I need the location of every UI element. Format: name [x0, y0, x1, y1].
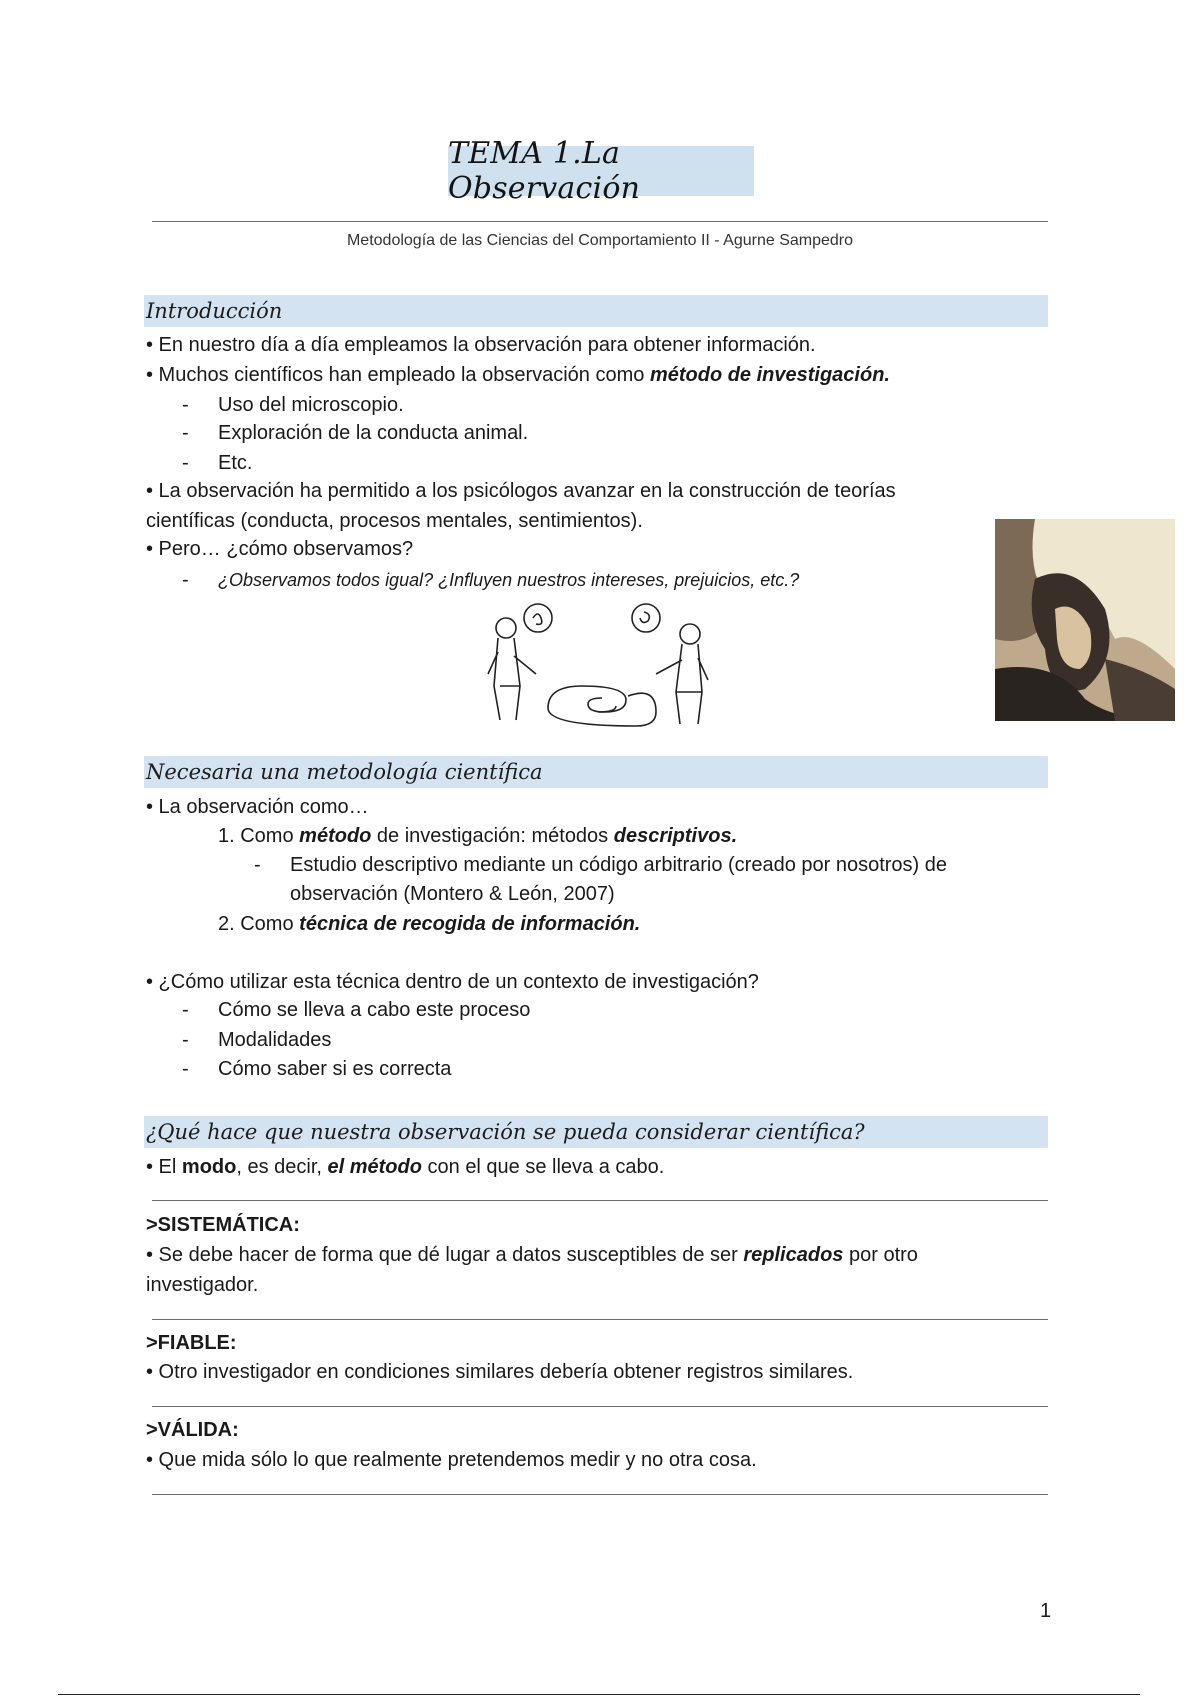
- divider: [152, 1494, 1048, 1495]
- section-heading-introduccion: Introducción: [144, 295, 1048, 327]
- cartoon-illustration: [478, 600, 724, 730]
- intro-question: ¿Observamos todos igual? ¿Influyen nuestros intereses, prejuicios, etc.?: [218, 570, 800, 590]
- dash-bullet: -: [254, 854, 261, 876]
- metodo-dash-item-3: Cómo saber si es correcta: [218, 1058, 452, 1080]
- intro-dash-item-3: Etc.: [218, 452, 253, 474]
- metodo-numbered-1: 1. Como método de investigación: métodos descriptivos.: [218, 825, 738, 847]
- metodo-numbered-2: 2. Como técnica de recogida de información.: [218, 913, 641, 935]
- intro-line-3b: científicas (conducta, procesos mentales, sentimientos).: [146, 510, 643, 532]
- sistematica-text: • Se debe hacer de forma que dé lugar a datos susceptibles de ser replicados por otro: [146, 1244, 918, 1266]
- dash-bullet: -: [182, 422, 189, 444]
- metodo-line-2: • ¿Cómo utilizar esta técnica dentro de un contexto de investigación?: [146, 971, 759, 993]
- valida-label: >VÁLIDA:: [146, 1419, 239, 1441]
- dash-bullet: -: [182, 1058, 189, 1080]
- fiable-text: • Otro investigador en condiciones similares debería obtener registros similares.: [146, 1361, 854, 1383]
- cientifica-line-1: • El modo, es decir, el método con el que se lleva a cabo.: [146, 1156, 665, 1178]
- sistematica-text-cont: investigador.: [146, 1274, 259, 1296]
- intro-line-3: • La observación ha permitido a los psicólogos avanzar en la construcción de teorías: [146, 480, 896, 502]
- page-number: 1: [1040, 1600, 1052, 1622]
- metodo-sub-item-cont: observación (Montero & León, 2007): [290, 883, 615, 905]
- illusion-photo: [995, 519, 1175, 721]
- section-heading-metodologia: Necesaria una metodología científica: [144, 756, 1048, 788]
- page-title: TEMA 1.La Observación: [448, 146, 754, 196]
- section-heading-cientifica: ¿Qué hace que nuestra observación se pueda considerar científica?: [144, 1116, 1048, 1148]
- page-subtitle: Metodología de las Ciencias del Comportamiento II - Agurne Sampedro: [346, 232, 854, 249]
- intro-dash-item-1: Uso del microscopio.: [218, 394, 404, 416]
- divider: [152, 1319, 1048, 1320]
- page-bottom-rule: [58, 1694, 1140, 1695]
- divider: [152, 1406, 1048, 1407]
- metodo-dash-item-1: Cómo se lleva a cabo este proceso: [218, 999, 531, 1021]
- dash-bullet: -: [182, 394, 189, 416]
- intro-line-4: • Pero… ¿cómo observamos?: [146, 538, 414, 560]
- title-divider: [152, 221, 1048, 222]
- dash-bullet: -: [182, 1029, 189, 1051]
- intro-line-1: • En nuestro día a día empleamos la observación para obtener información.: [146, 334, 816, 356]
- metodo-dash-item-2: Modalidades: [218, 1029, 332, 1051]
- dash-bullet: -: [182, 999, 189, 1021]
- divider: [152, 1200, 1048, 1201]
- sistematica-label: >SISTEMÁTICA:: [146, 1214, 300, 1236]
- fiable-label: >FIABLE:: [146, 1332, 237, 1354]
- metodo-sub-item: Estudio descriptivo mediante un código arbitrario (creado por nosotros) de: [290, 854, 948, 876]
- dash-bullet: -: [182, 452, 189, 474]
- metodo-line-1: • La observación como…: [146, 796, 369, 818]
- valida-text: • Que mida sólo lo que realmente pretendemos medir y no otra cosa.: [146, 1449, 757, 1471]
- intro-dash-item-2: Exploración de la conducta animal.: [218, 422, 529, 444]
- dash-bullet: -: [182, 569, 189, 591]
- intro-line-2: • Muchos científicos han empleado la observación como método de investigación.: [146, 364, 890, 386]
